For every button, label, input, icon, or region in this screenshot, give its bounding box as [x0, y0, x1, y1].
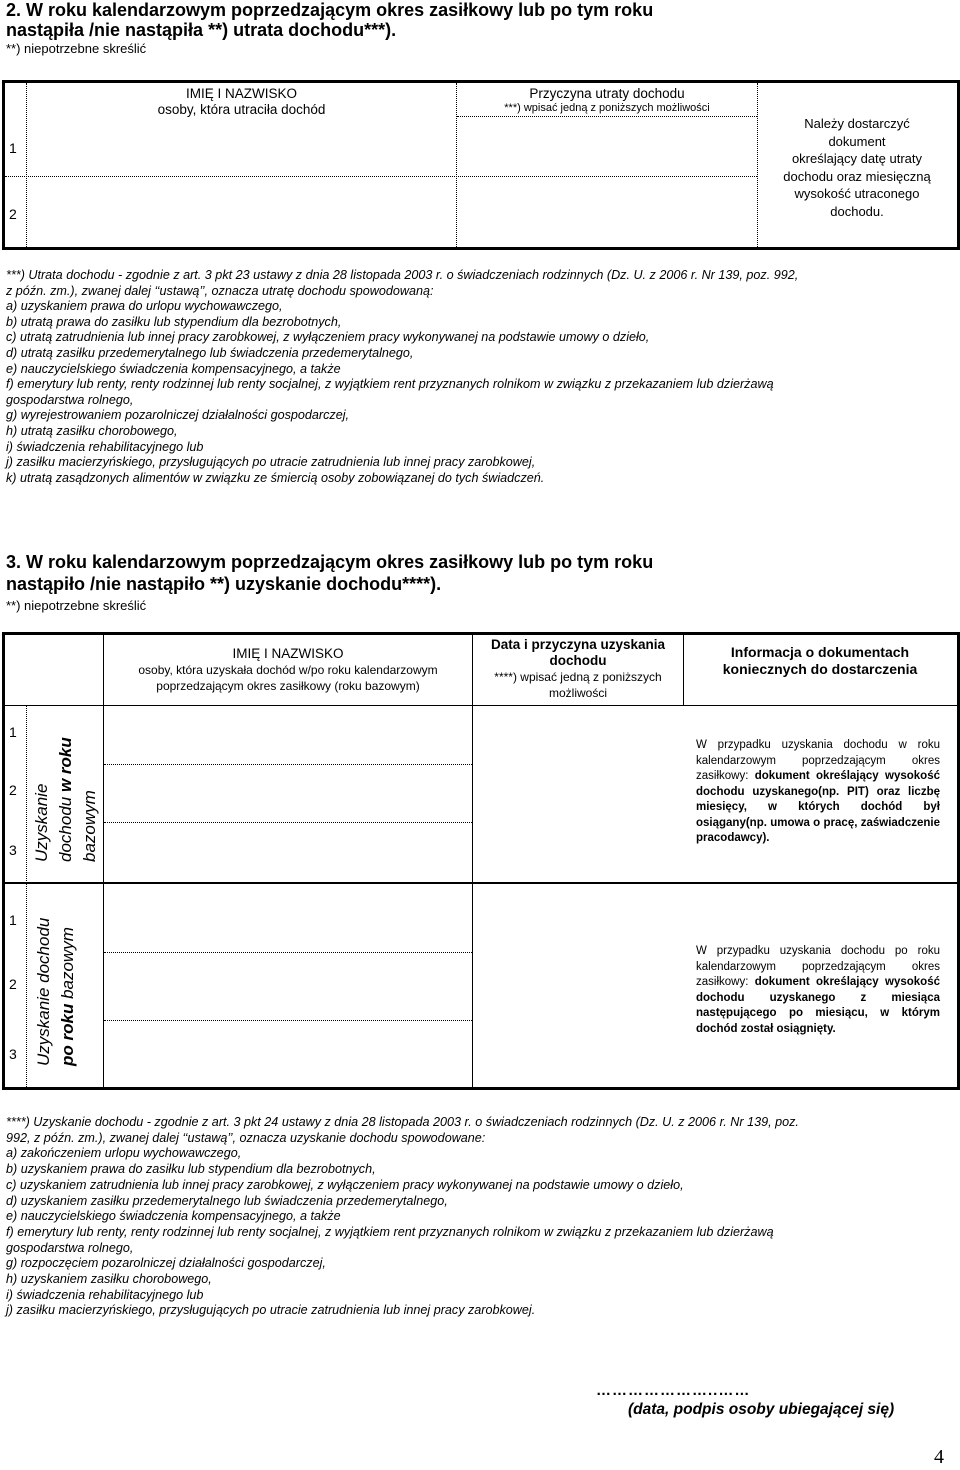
section2-heading-line1: 2. W roku kalendarzowym poprzedzającym okres zasiłkowy lub po tym roku — [6, 0, 654, 20]
page-number: 4 — [934, 1446, 944, 1468]
income-group2-info: W przypadku uzyskania dochodu po roku kalendarzowym poprzedzającym okres zasiłkowy: dokument określający wysokość dochodu uzyskanego z miesiąca następującego po miesiącu, w którym dochód został osiągnięty. — [696, 945, 940, 1035]
income-group2-label: Uzyskanie dochodu po roku bazowym — [34, 917, 77, 1066]
income-g2-row-number-1: 1 — [9, 912, 17, 928]
signature-caption: (data, podpis osoby ubiegającej się) — [628, 1401, 895, 1418]
loss-row-number-1: 1 — [9, 140, 17, 156]
section2-heading-line2: nastąpiła /nie nastąpiła **) utrata dochodu***). — [6, 20, 397, 40]
income-group1-label: Uzyskanie dochodu w roku bazowym — [32, 737, 99, 862]
loss-col-reason-header: Przyczyna utraty dochodu ***) wpisać jedną z poniższych możliwości — [504, 86, 710, 114]
income-g2-row-number-3: 3 — [9, 1046, 17, 1062]
loss-row-number-2: 2 — [9, 206, 17, 222]
section2-footnote: ***) Utrata dochodu - zgodnie z art. 3 pkt 23 ustawy z dnia 28 listopada 2003 r. o świadczeniach rodzinnych (Dz. U. z 2006 r. Nr 139, poz. 992, z późn. zm.), zwanej dalej ‘‘ustawą’’, oznacza utratę dochodu spowodowaną: a) uzyskaniem prawa do urlopu wychowawczego, b) utratą prawa do zasiłku lub stypendium dla bezrobotnych, c) utratą zatrudnienia lub innej pracy zarobkowej, z wyłączeniem pracy wykonywanej na podstawie umowy o dzieło, d) utratą zasiłku przedemerytalnego lub świadczenia przedemerytalnego, e) nauczycielskiego świadczenia kompensacyjnego, a także f) emerytury lub renty, renty rodzinnej lub renty socjalnej, z wyjątkiem rent przyznanych rolnikom w związku z przekazaniem lub dzierżawą gospodarstwa rolnego, g) wyrejestrowaniem pozarolniczej działalności gospodarczej, h) utratą zasiłku chorobowego, i) świadczenia rehabilitacyjnego lub j) zasiłku macierzyńskiego, przysługujących po utracie zatrudnienia lub innej pracy zarobkowej, k) utratą zasądzonych alimentów w związku ze śmiercią osoby zobowiązanej do tych świadczeń. — [6, 268, 799, 485]
income-col-date-header: Data i przyczyna uzyskania dochodu ****) wpisać jedną z poniższych możliwości — [490, 637, 666, 700]
income-g2-row-number-2: 2 — [9, 976, 17, 992]
income-g1-row-number-3: 3 — [9, 842, 17, 858]
section3-note: **) niepotrzebne skreślić — [6, 598, 147, 613]
section3-heading-line1: 3. W roku kalendarzowym poprzedzającym okres zasiłkowy lub po tym roku — [6, 552, 654, 572]
income-col-name-header: IMIĘ I NAZWISKO osoby, która uzyskała dochód w/po roku kalendarzowym poprzedzającym okres zasiłkowy (roku bazowym) — [138, 646, 438, 693]
income-g1-row-number-1: 1 — [9, 724, 17, 740]
income-group1-info: W przypadku uzyskania dochodu w roku kalendarzowym poprzedzającym okres zasiłkowy: dokument określający wysokość dochodu uzyskanego(np. PIT) oraz liczbę miesięcy, w których dochód był osiągany(np. umowa o pracę, zaświadczenie pracodawcy). — [696, 739, 940, 844]
signature-dots: …………………..…… — [596, 1382, 751, 1399]
section3-heading-line2: nastąpiło /nie nastąpiło **) uzyskanie dochodu****). — [6, 574, 442, 594]
income-col-info-header: Informacja o dokumentach koniecznych do dostarczenia — [722, 644, 918, 677]
income-g1-row-number-2: 2 — [9, 782, 17, 798]
section2-note: **) niepotrzebne skreślić — [6, 41, 147, 56]
loss-col-documents-text: Należy dostarczyć dokument określający datę utraty dochodu oraz miesięczną wysokość utraconego dochodu. — [783, 116, 931, 219]
section3-footnote: ****) Uzyskanie dochodu - zgodnie z art. 3 pkt 24 ustawy z dnia 28 listopada 2003 r. o świadczeniach rodzinnych (Dz. U. z 2006 r. Nr 139, poz. 992, z późn. zm.), zwanej dalej ‘‘ustawą’’, oznacza uzyskanie dochodu spowodowane: a) zakończeniem urlopu wychowawczego, b) uzyskaniem prawa do zasiłku lub stypendium dla bezrobotnych, c) uzyskaniem zatrudnienia lub innej pracy zarobkowej, z wyłączeniem pracy wykonywanej na podstawie umowy o dzieło, d) uzyskaniem zasiłku przedemerytalnego lub świadczenia przedemerytalnego, e) nauczycielskiego świadczenia kompensacyjnego, a także f) emerytury lub renty, renty rodzinnej lub renty socjalnej, z wyjątkiem rent przyznanych rolnikom w związku z przekazaniem lub dzierżawą gospodarstwa rolnego, g) rozpoczęciem pozarolniczej działalności gospodarczej, h) uzyskaniem zasiłku chorobowego, i) świadczenia rehabilitacyjnego lub j) zasiłku macierzyńskiego, przysługujących po utracie zatrudnienia lub innej pracy zarobkowej. — [6, 1115, 799, 1318]
loss-col-name-header: IMIĘ I NAZWISKO osoby, która utraciła dochód — [157, 86, 326, 117]
